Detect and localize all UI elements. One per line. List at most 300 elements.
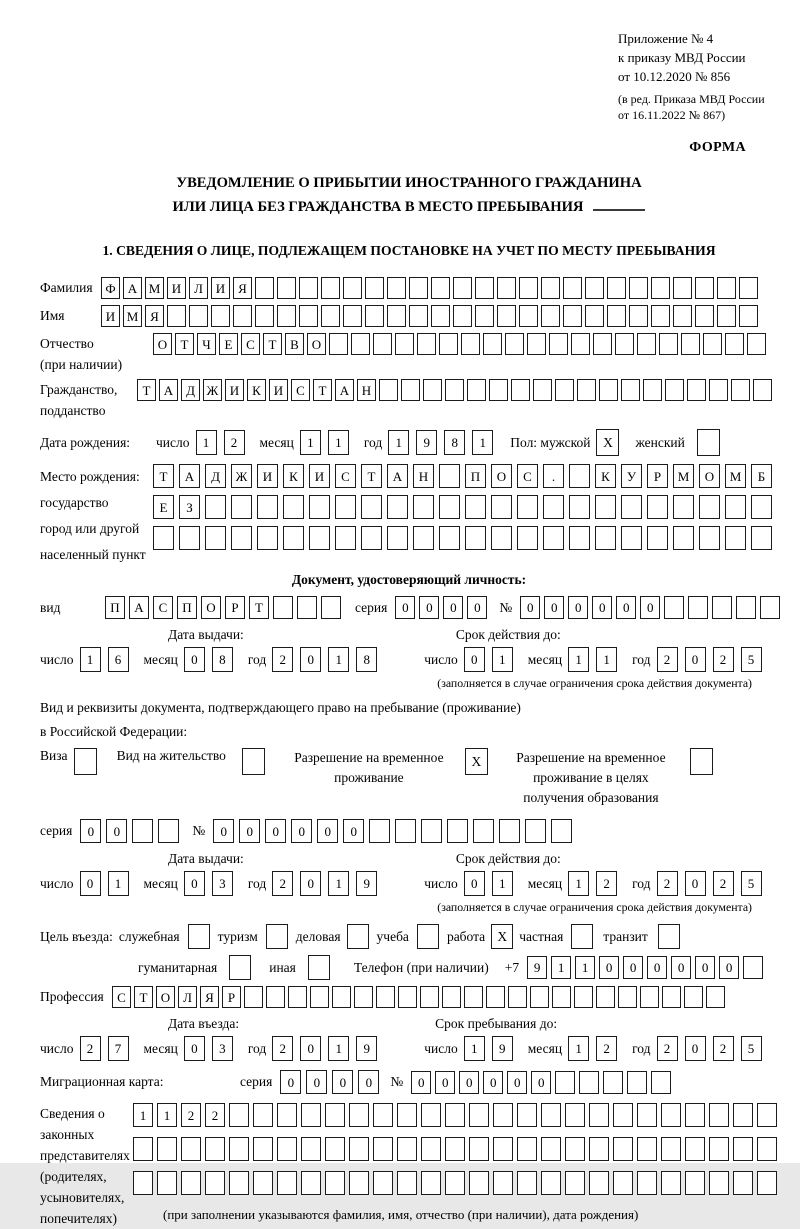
sex-male-checkbox[interactable]: X — [596, 429, 619, 456]
char-cell[interactable] — [685, 1103, 705, 1127]
char-cell[interactable] — [589, 1137, 609, 1161]
char-cell[interactable]: 1 — [551, 956, 571, 979]
char-cell[interactable] — [469, 1171, 489, 1195]
char-cell[interactable] — [397, 1137, 417, 1161]
char-cell[interactable]: 0 — [411, 1071, 431, 1094]
char-cell[interactable] — [661, 1171, 681, 1195]
char-cell[interactable] — [255, 305, 274, 327]
char-cell[interactable]: 0 — [332, 1070, 353, 1094]
char-cell[interactable] — [401, 379, 420, 401]
char-cell[interactable] — [709, 1171, 729, 1195]
char-cell[interactable]: 0 — [280, 1070, 301, 1094]
char-cell[interactable] — [387, 305, 406, 327]
char-cell[interactable]: 0 — [395, 596, 415, 619]
char-cell[interactable] — [253, 1103, 273, 1127]
char-cell[interactable]: Т — [361, 464, 382, 488]
char-cell[interactable] — [621, 526, 642, 550]
char-cell[interactable] — [517, 526, 538, 550]
char-cell[interactable] — [607, 305, 626, 327]
char-cell[interactable] — [709, 1137, 729, 1161]
char-cell[interactable]: 0 — [685, 871, 706, 896]
char-cell[interactable]: 0 — [616, 596, 636, 619]
char-cell[interactable]: 2 — [596, 1036, 617, 1061]
char-cell[interactable]: К — [283, 464, 304, 488]
char-cell[interactable] — [442, 986, 461, 1008]
char-cell[interactable] — [469, 1137, 489, 1161]
char-cell[interactable]: 2 — [596, 871, 617, 896]
char-cell[interactable] — [664, 596, 684, 619]
char-cell[interactable] — [757, 1137, 777, 1161]
char-cell[interactable]: А — [179, 464, 200, 488]
char-cell[interactable] — [409, 305, 428, 327]
char-cell[interactable]: Т — [134, 986, 153, 1008]
char-cell[interactable]: 0 — [358, 1070, 379, 1094]
char-cell[interactable]: 9 — [492, 1036, 513, 1061]
char-cell[interactable] — [421, 1137, 441, 1161]
char-cell[interactable] — [395, 333, 414, 355]
char-cell[interactable]: Р — [225, 596, 245, 619]
char-cell[interactable]: С — [335, 464, 356, 488]
char-cell[interactable] — [647, 526, 668, 550]
char-cell[interactable] — [551, 819, 572, 843]
char-cell[interactable] — [465, 526, 486, 550]
char-cell[interactable] — [725, 495, 746, 519]
char-cell[interactable] — [569, 495, 590, 519]
char-cell[interactable] — [301, 1137, 321, 1161]
residence-permit-checkbox[interactable] — [242, 748, 265, 775]
char-cell[interactable]: 9 — [527, 956, 547, 979]
char-cell[interactable]: О — [699, 464, 720, 488]
char-cell[interactable]: 7 — [108, 1036, 129, 1061]
char-cell[interactable] — [549, 333, 568, 355]
sex-female-checkbox[interactable] — [697, 429, 720, 456]
char-cell[interactable]: Л — [178, 986, 197, 1008]
char-cell[interactable] — [395, 819, 416, 843]
char-cell[interactable]: П — [177, 596, 197, 619]
char-cell[interactable] — [647, 495, 668, 519]
char-cell[interactable]: С — [517, 464, 538, 488]
char-cell[interactable] — [595, 526, 616, 550]
char-cell[interactable]: 0 — [300, 871, 321, 896]
char-cell[interactable]: Е — [219, 333, 238, 355]
temp-residence-checkbox[interactable]: X — [465, 748, 488, 775]
char-cell[interactable]: 5 — [741, 647, 762, 672]
purpose-study-checkbox[interactable] — [417, 924, 439, 949]
char-cell[interactable] — [733, 1137, 753, 1161]
char-cell[interactable] — [257, 495, 278, 519]
char-cell[interactable] — [387, 495, 408, 519]
char-cell[interactable]: 1 — [300, 430, 321, 455]
char-cell[interactable] — [309, 526, 330, 550]
char-cell[interactable] — [497, 305, 516, 327]
char-cell[interactable] — [157, 1137, 177, 1161]
char-cell[interactable] — [205, 495, 226, 519]
char-cell[interactable] — [321, 277, 340, 299]
char-cell[interactable] — [231, 495, 252, 519]
char-cell[interactable] — [445, 379, 464, 401]
char-cell[interactable]: 0 — [599, 956, 619, 979]
char-cell[interactable] — [205, 1137, 225, 1161]
char-cell[interactable]: С — [241, 333, 260, 355]
char-cell[interactable] — [651, 305, 670, 327]
char-cell[interactable]: И — [309, 464, 330, 488]
char-cell[interactable]: 0 — [483, 1071, 503, 1094]
purpose-tourism-checkbox[interactable] — [266, 924, 288, 949]
char-cell[interactable]: С — [291, 379, 310, 401]
char-cell[interactable] — [615, 333, 634, 355]
char-cell[interactable]: 0 — [435, 1071, 455, 1094]
char-cell[interactable] — [596, 986, 615, 1008]
char-cell[interactable] — [585, 277, 604, 299]
char-cell[interactable] — [329, 333, 348, 355]
char-cell[interactable] — [167, 305, 186, 327]
purpose-official-checkbox[interactable] — [188, 924, 210, 949]
char-cell[interactable]: 8 — [212, 647, 233, 672]
char-cell[interactable]: И — [167, 277, 186, 299]
char-cell[interactable] — [530, 986, 549, 1008]
char-cell[interactable] — [244, 986, 263, 1008]
char-cell[interactable] — [325, 1137, 345, 1161]
char-cell[interactable] — [579, 1071, 599, 1094]
char-cell[interactable] — [577, 379, 596, 401]
char-cell[interactable] — [739, 305, 758, 327]
char-cell[interactable]: 9 — [356, 1036, 377, 1061]
char-cell[interactable] — [373, 333, 392, 355]
char-cell[interactable]: З — [179, 495, 200, 519]
char-cell[interactable]: . — [543, 464, 564, 488]
char-cell[interactable] — [757, 1171, 777, 1195]
char-cell[interactable] — [543, 495, 564, 519]
char-cell[interactable] — [643, 379, 662, 401]
char-cell[interactable] — [541, 277, 560, 299]
char-cell[interactable]: 0 — [568, 596, 588, 619]
char-cell[interactable]: 2 — [205, 1103, 225, 1127]
char-cell[interactable] — [373, 1103, 393, 1127]
char-cell[interactable] — [541, 1103, 561, 1127]
char-cell[interactable] — [621, 379, 640, 401]
char-cell[interactable]: В — [285, 333, 304, 355]
char-cell[interactable] — [589, 1171, 609, 1195]
char-cell[interactable] — [465, 495, 486, 519]
char-cell[interactable] — [158, 819, 179, 843]
char-cell[interactable] — [709, 1103, 729, 1127]
char-cell[interactable] — [673, 526, 694, 550]
char-cell[interactable] — [181, 1137, 201, 1161]
char-cell[interactable] — [409, 277, 428, 299]
char-cell[interactable] — [541, 1137, 561, 1161]
char-cell[interactable] — [379, 379, 398, 401]
char-cell[interactable]: 2 — [80, 1036, 101, 1061]
char-cell[interactable]: 0 — [80, 871, 101, 896]
char-cell[interactable]: 0 — [459, 1071, 479, 1094]
char-cell[interactable]: 1 — [464, 1036, 485, 1061]
char-cell[interactable]: 2 — [224, 430, 245, 455]
char-cell[interactable] — [703, 333, 722, 355]
char-cell[interactable]: 2 — [272, 647, 293, 672]
char-cell[interactable] — [373, 1137, 393, 1161]
char-cell[interactable] — [387, 277, 406, 299]
char-cell[interactable] — [354, 986, 373, 1008]
char-cell[interactable] — [637, 1103, 657, 1127]
char-cell[interactable] — [574, 986, 593, 1008]
purpose-business-checkbox[interactable] — [347, 924, 369, 949]
char-cell[interactable]: 0 — [419, 596, 439, 619]
char-cell[interactable]: 2 — [181, 1103, 201, 1127]
char-cell[interactable] — [599, 379, 618, 401]
char-cell[interactable] — [627, 1071, 647, 1094]
char-cell[interactable] — [517, 1171, 537, 1195]
char-cell[interactable] — [257, 526, 278, 550]
char-cell[interactable] — [157, 1171, 177, 1195]
char-cell[interactable] — [421, 1171, 441, 1195]
char-cell[interactable] — [699, 526, 720, 550]
char-cell[interactable]: 0 — [213, 819, 234, 843]
char-cell[interactable]: 0 — [291, 819, 312, 843]
char-cell[interactable]: 0 — [184, 871, 205, 896]
char-cell[interactable]: Р — [222, 986, 241, 1008]
char-cell[interactable] — [277, 277, 296, 299]
purpose-other-checkbox[interactable] — [308, 955, 330, 980]
char-cell[interactable]: Т — [175, 333, 194, 355]
char-cell[interactable] — [517, 495, 538, 519]
char-cell[interactable]: 0 — [592, 596, 612, 619]
char-cell[interactable] — [517, 1137, 537, 1161]
char-cell[interactable] — [486, 986, 505, 1008]
char-cell[interactable] — [332, 986, 351, 1008]
char-cell[interactable] — [665, 379, 684, 401]
char-cell[interactable]: 9 — [356, 871, 377, 896]
char-cell[interactable] — [621, 495, 642, 519]
char-cell[interactable] — [431, 305, 450, 327]
char-cell[interactable] — [376, 986, 395, 1008]
char-cell[interactable] — [555, 379, 574, 401]
char-cell[interactable] — [709, 379, 728, 401]
char-cell[interactable] — [277, 1103, 297, 1127]
char-cell[interactable] — [743, 956, 763, 979]
char-cell[interactable] — [491, 526, 512, 550]
char-cell[interactable] — [699, 495, 720, 519]
char-cell[interactable]: О — [307, 333, 326, 355]
char-cell[interactable] — [475, 305, 494, 327]
char-cell[interactable] — [189, 305, 208, 327]
char-cell[interactable]: 1 — [133, 1103, 153, 1127]
char-cell[interactable]: Т — [153, 464, 174, 488]
purpose-transit-checkbox[interactable] — [658, 924, 680, 949]
char-cell[interactable]: 1 — [328, 647, 349, 672]
char-cell[interactable]: 1 — [80, 647, 101, 672]
char-cell[interactable]: 2 — [657, 647, 678, 672]
char-cell[interactable]: П — [465, 464, 486, 488]
char-cell[interactable] — [541, 305, 560, 327]
char-cell[interactable] — [717, 305, 736, 327]
char-cell[interactable] — [712, 596, 732, 619]
char-cell[interactable]: К — [595, 464, 616, 488]
char-cell[interactable]: Е — [153, 495, 174, 519]
char-cell[interactable] — [447, 819, 468, 843]
char-cell[interactable]: М — [725, 464, 746, 488]
char-cell[interactable] — [335, 495, 356, 519]
char-cell[interactable] — [736, 596, 756, 619]
char-cell[interactable] — [571, 333, 590, 355]
char-cell[interactable] — [511, 379, 530, 401]
char-cell[interactable]: И — [257, 464, 278, 488]
char-cell[interactable] — [421, 1103, 441, 1127]
char-cell[interactable]: 1 — [568, 647, 589, 672]
char-cell[interactable]: 0 — [464, 871, 485, 896]
char-cell[interactable] — [640, 986, 659, 1008]
char-cell[interactable] — [301, 1103, 321, 1127]
char-cell[interactable] — [310, 986, 329, 1008]
char-cell[interactable] — [483, 333, 502, 355]
char-cell[interactable]: Н — [357, 379, 376, 401]
char-cell[interactable] — [421, 819, 442, 843]
char-cell[interactable]: Т — [313, 379, 332, 401]
char-cell[interactable] — [595, 495, 616, 519]
char-cell[interactable] — [519, 277, 538, 299]
char-cell[interactable] — [205, 526, 226, 550]
char-cell[interactable]: М — [123, 305, 142, 327]
temp-residence-edu-checkbox[interactable] — [690, 748, 713, 775]
char-cell[interactable]: Я — [233, 277, 252, 299]
char-cell[interactable] — [420, 986, 439, 1008]
char-cell[interactable]: 1 — [568, 871, 589, 896]
char-cell[interactable]: А — [159, 379, 178, 401]
char-cell[interactable] — [464, 986, 483, 1008]
char-cell[interactable] — [637, 1171, 657, 1195]
char-cell[interactable] — [541, 1171, 561, 1195]
char-cell[interactable]: А — [129, 596, 149, 619]
char-cell[interactable] — [491, 495, 512, 519]
char-cell[interactable] — [733, 1103, 753, 1127]
char-cell[interactable] — [233, 305, 252, 327]
char-cell[interactable]: Я — [145, 305, 164, 327]
char-cell[interactable]: 0 — [685, 1036, 706, 1061]
char-cell[interactable] — [695, 305, 714, 327]
char-cell[interactable]: 1 — [108, 871, 129, 896]
char-cell[interactable] — [453, 277, 472, 299]
char-cell[interactable] — [533, 379, 552, 401]
char-cell[interactable] — [733, 1171, 753, 1195]
char-cell[interactable]: 0 — [317, 819, 338, 843]
char-cell[interactable] — [489, 379, 508, 401]
char-cell[interactable] — [661, 1137, 681, 1161]
char-cell[interactable]: 1 — [157, 1103, 177, 1127]
char-cell[interactable]: 8 — [444, 430, 465, 455]
char-cell[interactable]: А — [335, 379, 354, 401]
char-cell[interactable] — [283, 526, 304, 550]
char-cell[interactable] — [255, 277, 274, 299]
char-cell[interactable] — [439, 333, 458, 355]
char-cell[interactable] — [266, 986, 285, 1008]
char-cell[interactable] — [552, 986, 571, 1008]
char-cell[interactable]: Т — [263, 333, 282, 355]
char-cell[interactable] — [565, 1137, 585, 1161]
char-cell[interactable] — [461, 333, 480, 355]
char-cell[interactable] — [349, 1171, 369, 1195]
char-cell[interactable]: 0 — [640, 596, 660, 619]
char-cell[interactable]: 3 — [212, 871, 233, 896]
char-cell[interactable] — [299, 305, 318, 327]
char-cell[interactable]: Д — [181, 379, 200, 401]
char-cell[interactable]: 1 — [596, 647, 617, 672]
char-cell[interactable] — [681, 333, 700, 355]
char-cell[interactable] — [351, 333, 370, 355]
char-cell[interactable] — [673, 495, 694, 519]
char-cell[interactable]: 0 — [671, 956, 691, 979]
char-cell[interactable]: Д — [205, 464, 226, 488]
char-cell[interactable] — [527, 333, 546, 355]
char-cell[interactable] — [747, 333, 766, 355]
char-cell[interactable] — [651, 1071, 671, 1094]
char-cell[interactable]: А — [123, 277, 142, 299]
char-cell[interactable]: 0 — [467, 596, 487, 619]
char-cell[interactable]: 3 — [212, 1036, 233, 1061]
char-cell[interactable] — [277, 1171, 297, 1195]
char-cell[interactable] — [493, 1103, 513, 1127]
char-cell[interactable] — [613, 1137, 633, 1161]
char-cell[interactable] — [413, 526, 434, 550]
char-cell[interactable] — [673, 277, 692, 299]
char-cell[interactable]: 2 — [713, 647, 734, 672]
char-cell[interactable]: 0 — [343, 819, 364, 843]
char-cell[interactable] — [717, 277, 736, 299]
char-cell[interactable] — [725, 526, 746, 550]
char-cell[interactable]: 0 — [239, 819, 260, 843]
char-cell[interactable] — [417, 333, 436, 355]
char-cell[interactable] — [651, 277, 670, 299]
char-cell[interactable]: 0 — [300, 647, 321, 672]
char-cell[interactable] — [229, 1103, 249, 1127]
char-cell[interactable]: С — [153, 596, 173, 619]
char-cell[interactable] — [445, 1137, 465, 1161]
char-cell[interactable] — [497, 277, 516, 299]
char-cell[interactable]: 0 — [695, 956, 715, 979]
char-cell[interactable] — [731, 379, 750, 401]
char-cell[interactable] — [413, 495, 434, 519]
char-cell[interactable] — [469, 1103, 489, 1127]
char-cell[interactable] — [637, 333, 656, 355]
char-cell[interactable] — [607, 277, 626, 299]
char-cell[interactable] — [659, 333, 678, 355]
char-cell[interactable] — [365, 305, 384, 327]
char-cell[interactable] — [585, 305, 604, 327]
char-cell[interactable]: 5 — [741, 871, 762, 896]
char-cell[interactable] — [431, 277, 450, 299]
char-cell[interactable]: 0 — [685, 647, 706, 672]
char-cell[interactable]: 6 — [108, 647, 129, 672]
char-cell[interactable]: 0 — [544, 596, 564, 619]
char-cell[interactable]: И — [101, 305, 120, 327]
char-cell[interactable] — [453, 305, 472, 327]
char-cell[interactable]: 0 — [647, 956, 667, 979]
char-cell[interactable] — [325, 1103, 345, 1127]
char-cell[interactable] — [725, 333, 744, 355]
char-cell[interactable]: О — [153, 333, 172, 355]
char-cell[interactable]: 1 — [575, 956, 595, 979]
char-cell[interactable] — [493, 1171, 513, 1195]
char-cell[interactable] — [231, 526, 252, 550]
char-cell[interactable]: 8 — [356, 647, 377, 672]
char-cell[interactable]: 0 — [106, 819, 127, 843]
char-cell[interactable] — [603, 1071, 623, 1094]
char-cell[interactable]: Ж — [231, 464, 252, 488]
char-cell[interactable]: 2 — [272, 1036, 293, 1061]
char-cell[interactable]: У — [621, 464, 642, 488]
char-cell[interactable] — [563, 277, 582, 299]
char-cell[interactable] — [555, 1071, 575, 1094]
char-cell[interactable]: С — [112, 986, 131, 1008]
char-cell[interactable] — [662, 986, 681, 1008]
